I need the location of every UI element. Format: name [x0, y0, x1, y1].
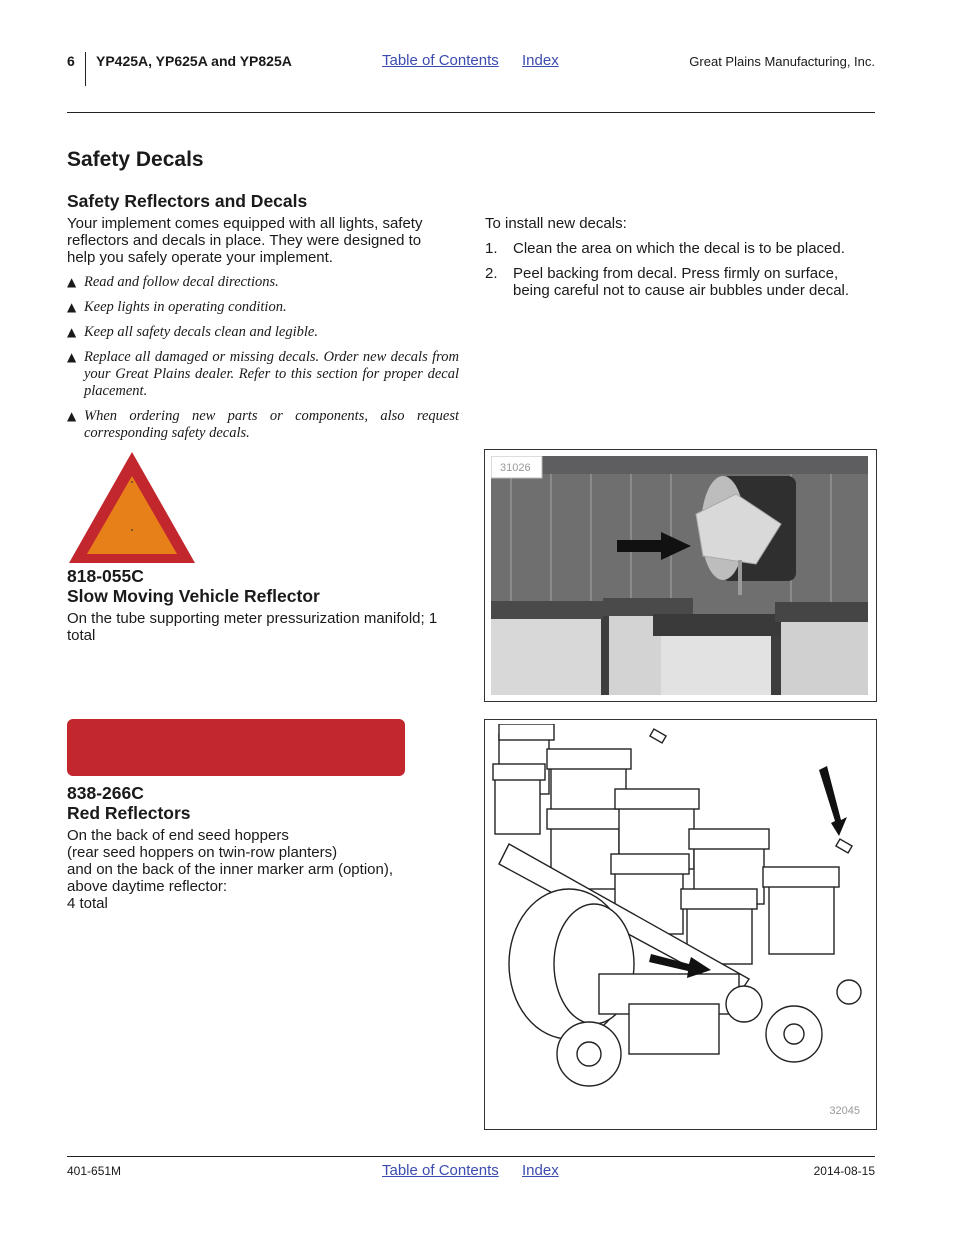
header-index-link[interactable]: Index [522, 52, 559, 69]
install-step-number: 2. [485, 265, 498, 282]
header-toc-link[interactable]: Table of Contents [382, 52, 499, 69]
header-company: Great Plains Manufacturing, Inc. [689, 54, 875, 69]
bullet-item: ▲ Keep lights in operating condition. [67, 299, 287, 315]
section-title: Safety Decals [67, 148, 204, 171]
decal2-description-line: and on the back of the inner marker arm (option), [67, 861, 394, 878]
photo1-id: 31026 [500, 462, 531, 474]
decal2-description-line: above daytime reflector: [67, 878, 228, 895]
triangle-bullet-icon: ▲ [67, 325, 77, 339]
figure2-id: 32045 [829, 1105, 860, 1117]
triangle-bullet-icon: ▲ [67, 300, 77, 314]
red-reflector-location-drawing [484, 719, 877, 1130]
footer-index-link[interactable]: Index [522, 1162, 559, 1179]
red-reflector-decal [67, 719, 405, 776]
decal2-name: Red Reflectors [67, 803, 191, 823]
header-models: YP425A, YP625A and YP825A [96, 53, 292, 69]
decal2-description-line: 4 total [67, 895, 108, 912]
bullet-item: ▲ Replace all damaged or missing decals. Order new decals from your Great Plains dealer. Refer to this section for proper decal placement. [67, 349, 459, 399]
install-intro: To install new decals: [485, 215, 627, 232]
header-rule [67, 112, 875, 113]
decal2-description-line: (rear seed hoppers on twin-row planters) [67, 844, 338, 861]
footer-date: 2014-08-15 [813, 1164, 875, 1178]
triangle-bullet-icon: ▲ [67, 350, 77, 364]
header-divider [85, 52, 86, 86]
decal2-part-number: 838-266C [67, 783, 144, 803]
section-subtitle: Safety Reflectors and Decals [67, 191, 308, 211]
smv-reflector-decal [67, 450, 197, 566]
install-step-number: 1. [485, 240, 498, 257]
triangle-bullet-icon: ▲ [67, 275, 77, 289]
smv-photo-image [491, 456, 868, 695]
install-step-text: Clean the area on which the decal is to be placed. [513, 240, 845, 257]
install-step-text: Peel backing from decal. Press firmly on surface, being careful not to cause air bubbles under decal. [513, 265, 850, 299]
footer-toc-link[interactable]: Table of Contents [382, 1162, 499, 1179]
decal1-part-number: 818-055C [67, 566, 144, 586]
decal2-description-line: On the back of end seed hoppers [67, 827, 289, 844]
bullet-item: ▲ Keep all safety decals clean and legible. [67, 324, 318, 340]
footer-rule [67, 1156, 875, 1157]
triangle-bullet-icon: ▲ [67, 409, 77, 423]
smv-location-photo [484, 449, 877, 702]
decal1-name: Slow Moving Vehicle Reflector [67, 586, 320, 606]
footer-doc-number: 401-651M [67, 1164, 122, 1178]
bullet-item: ▲ When ordering new parts or components, also request corresponding safety decals. [67, 408, 459, 441]
intro-paragraph: Your implement comes equipped with all lights, safety reflectors and decals in place. They were designed to help you safely operate your implement. [67, 215, 423, 266]
decal1-description: On the tube supporting meter pressurization manifold; 1 total [67, 610, 438, 644]
planter-drawing-image [489, 724, 872, 1125]
bullet-item: ▲ Read and follow decal directions. [67, 274, 279, 290]
page-number: 6 [67, 53, 75, 69]
